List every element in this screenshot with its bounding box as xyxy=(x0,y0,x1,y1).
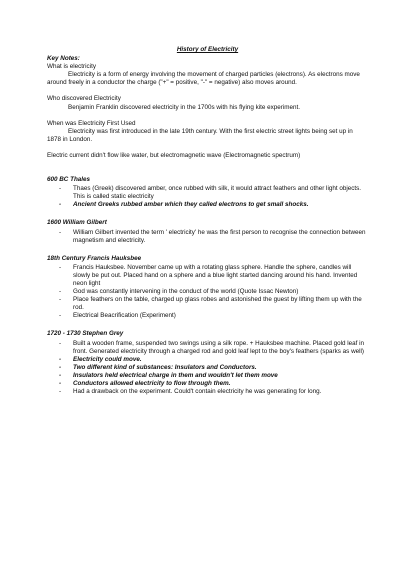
bullet-item: - Place feathers on the table, charged up glass robes and astonished the guest by lifting them up with the rod. xyxy=(59,296,368,312)
section-heading: 600 BC Thales xyxy=(47,176,91,184)
bullet-item: - William Gilbert invented the term ' electricity' he was the first person to recognise the connection between magnetism and electricity. xyxy=(59,229,368,245)
bullet-item: - Francis Hauksbee. November came up with a rotating glass sphere. Handle the sphere, candles will slowly be put out. Placed hand on a sphere and a blue light started dancing around his hand. Invented neon light xyxy=(59,264,368,288)
bullet-list xyxy=(47,185,368,209)
bullet-list xyxy=(47,264,368,321)
bullet-item: - Two different kind of substances: Insulators and Conductors. xyxy=(59,364,368,372)
timeline-section xyxy=(47,219,368,244)
bullet-list xyxy=(47,340,368,397)
bullet-list xyxy=(47,229,368,245)
answer-paragraph: Benjamin Franklin discovered electricity in the 1700s with his flying kite experiment. xyxy=(68,103,301,111)
bullet-item: - Conductors allowed electricity to flow through them. xyxy=(59,380,368,388)
answer-paragraph: Electricity was first introduced in the late 19th century. With the first electric street lights being set up in 1878 in London. xyxy=(47,127,353,143)
timeline-section xyxy=(47,330,368,396)
timeline-sections xyxy=(47,176,368,396)
bullet-item: - Thaes (Greek) discovered amber, once rubbed with silk, it would attract feathers and other light objects. This is called static electricity xyxy=(59,185,368,201)
document-title: History of Electricity xyxy=(176,46,239,53)
timeline-section xyxy=(47,176,368,209)
bullet-item: - Built a wooden frame, suspended two swings using a silk rope. + Hauksbee machine. Placed gold leaf in front. Generated electricity through a charged rod and gold leaf lept to the boy's feathers (sparks as well) xyxy=(59,340,368,356)
key-notes-label: Key Notes: xyxy=(47,55,80,63)
timeline-section xyxy=(47,255,368,321)
question-heading: Who discovered Electricity xyxy=(47,95,121,103)
section-heading: 1720 - 1730 Stephen Grey xyxy=(47,330,124,338)
bullet-item: - Had a drawback on the experiment. Could't contain electricity he was generating for long. xyxy=(59,388,368,396)
bullet-item: - God was constantly intervening in the conduct of the world (Quote Issac Newton) xyxy=(59,288,368,296)
section-heading: 1600 William Gilbert xyxy=(47,219,107,227)
bullet-item: - Ancient Greeks rubbed amber which they called electrons to get small shocks. xyxy=(59,201,368,209)
section-heading: 18th Century Francis Hauksbee xyxy=(47,254,142,262)
bullet-item: - Insulators held electrical charge in them and wouldn't let them move xyxy=(59,372,368,380)
question-heading: What is electricity xyxy=(47,63,96,71)
answer-paragraph: Electricity is a form of energy involving the movement of charged particles (electrons). As electrons move around freely in a conductor the charge ("+" = positive, "-" = negative) also moves around. xyxy=(47,71,360,87)
question-heading: When was Electricity First Used xyxy=(47,119,136,127)
bullet-item: - Electricity could move. xyxy=(59,356,368,364)
bullet-item: - Electrical Beacrification (Experiment) xyxy=(59,312,368,320)
current-note: Electric current didn't flow like water, but electromagnetic wave (Electromagnetic spectrum) xyxy=(47,151,301,159)
